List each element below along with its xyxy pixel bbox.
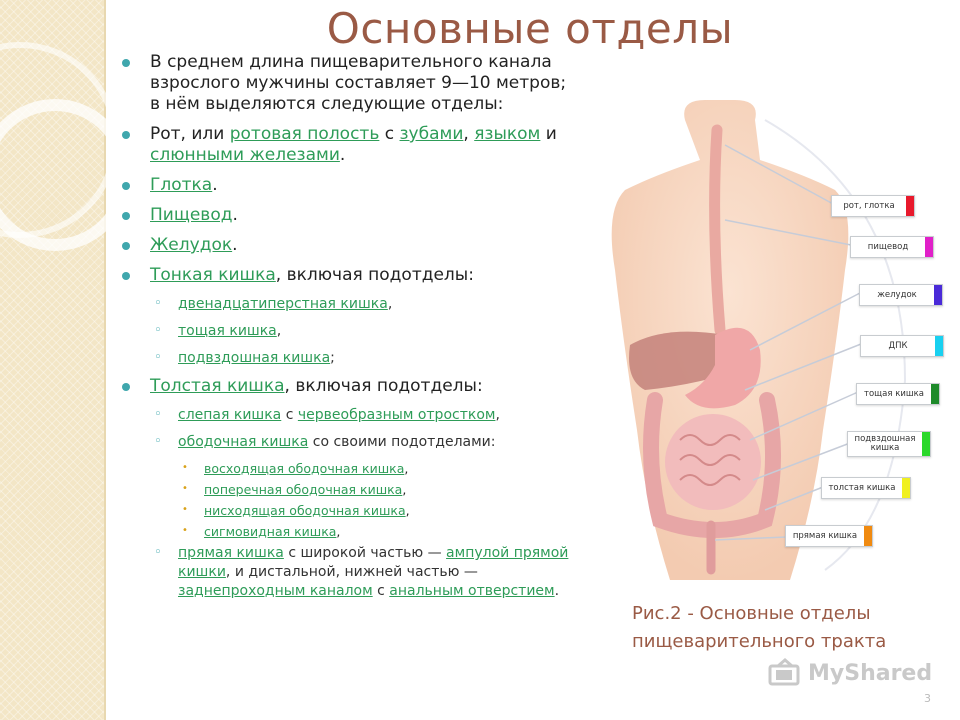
link-salivary-glands[interactable]: слюнными железами [150,145,340,165]
list-item-transverse-colon: • поперечная ободочная кишка, [118,481,578,498]
list-item-large-intestine: Толстая кишка, включая подотделы: [118,376,578,397]
color-tab [935,336,943,356]
anatomy-diagram [575,100,960,580]
esophagus-shape [715,130,720,330]
link-teeth[interactable]: зубами [399,124,464,144]
label-duodenum: ДПК [860,335,944,357]
label-large-intestine: толстая кишка [821,477,911,499]
link-anal-canal[interactable]: заднепроходным каналом [178,583,373,599]
link-tongue[interactable]: языком [474,124,541,144]
link-transverse-colon[interactable]: поперечная ободочная кишка [204,482,403,497]
list-item-rectum: ◦ прямая кишка с широкой частью — ампулой прямой кишки, и дистальной, нижней частью — заднепроходным каналом с анальным отверстием. [118,544,578,601]
color-tab [925,237,933,257]
list-item-descending-colon: • нисходящая ободочная кишка, [118,502,578,519]
decorative-sidebar [0,0,106,720]
watermark-text: MyShared [808,660,933,686]
link-appendix[interactable]: червеобразным отростком [297,407,496,423]
link-colon[interactable]: ободочная кишка [178,434,309,450]
link-jejunum[interactable]: тощая кишка [178,323,277,339]
color-tab [902,478,910,498]
list-item-pharynx: Глотка. [118,175,578,196]
list-item-small-intestine: Тонкая кишка, включая подотделы: [118,265,578,286]
link-anus[interactable]: анальным отверстием [389,583,555,599]
list-item-duodenum: ◦ двенадцатиперстная кишка, [118,295,578,314]
label-ileum: подвздошная кишка [847,431,931,457]
list-item-esophagus: Пищевод. [118,205,578,226]
color-tab [934,285,942,305]
color-tab [864,526,872,546]
list-item-ascending-colon: • восходящая ободочная кишка, [118,460,578,477]
label-mouth-pharynx: рот, глотка [831,195,915,217]
link-pharynx[interactable]: Глотка [150,175,213,195]
link-rectal-ampulla[interactable]: ампулой прямой кишки [178,545,569,580]
link-cecum[interactable]: слепая кишка [178,407,282,423]
list-item-colon: ◦ ободочная кишка со своими подотделами: [118,433,578,452]
link-esophagus[interactable]: Пищевод [150,205,233,225]
link-stomach[interactable]: Желудок [150,235,233,255]
list-item-cecum: ◦ слепая кишка с червеобразным отростком, [118,406,578,425]
link-small-intestine[interactable]: Тонкая кишка [150,265,276,285]
label-rectum: прямая кишка [785,525,873,547]
link-rectum[interactable]: прямая кишка [178,545,284,561]
link-oral-cavity[interactable]: ротовая полость [229,124,380,144]
color-tab [906,196,914,216]
list-item-ileum: ◦ подвздошная кишка; [118,349,578,368]
color-tab [931,384,939,404]
label-stomach: желудок [859,284,943,306]
small-intestine-shape [665,414,761,510]
link-ascending-colon[interactable]: восходящая ободочная кишка [204,461,405,476]
content-list [118,52,578,609]
link-ileum[interactable]: подвздошная кишка [178,350,331,366]
page-title: Основные отделы [326,4,734,53]
list-item-intro: В среднем длина пищеварительного канала взрослого мужчины составляет 9—10 метров; в нём выделяются следующие отделы: [118,52,578,115]
page-number: 3 [924,692,931,705]
figure-caption: Рис.2 - Основные отделы пищеварительного тракта [632,603,887,652]
label-jejunum: тощая кишка [856,383,940,405]
label-esophagus: пищевод [850,236,934,258]
link-large-intestine[interactable]: Толстая кишка [150,376,285,396]
link-duodenum[interactable]: двенадцатиперстная кишка [178,296,388,312]
link-sigmoid-colon[interactable]: сигмовидная кишка [204,524,337,539]
list-item-sigmoid-colon: • сигмовидная кишка, [118,523,578,540]
projector-icon [768,658,802,688]
watermark [768,658,932,688]
list-item-stomach: Желудок. [118,235,578,256]
list-item-jejunum: ◦ тощая кишка, [118,322,578,341]
link-descending-colon[interactable]: нисходящая ободочная кишка [204,503,406,518]
color-tab [922,432,930,456]
list-item-mouth: Рот, или ротовая полость с зубами, языком и слюнными железами. [118,124,578,166]
